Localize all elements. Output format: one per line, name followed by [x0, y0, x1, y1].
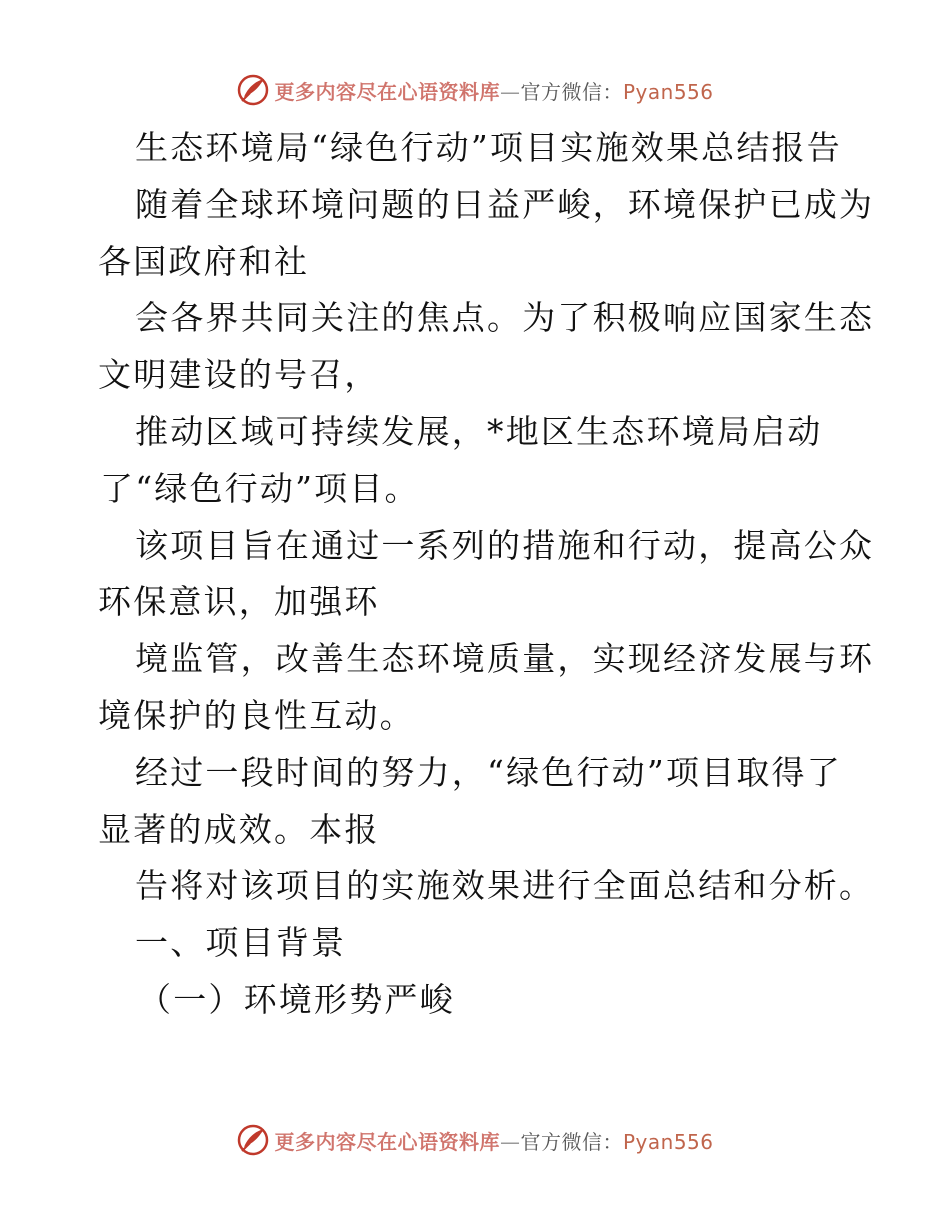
footer-banner [0, 1120, 950, 1160]
banner-wechat-label: 官方微信： [520, 79, 623, 104]
banner-wechat-id: Pyan556 [622, 79, 714, 104]
banner-title: 更多内容尽在心语资料库 [274, 79, 500, 104]
banner-title: 更多内容尽在心语资料库 [274, 1129, 500, 1154]
text-line: 文明建设的号召， [98, 355, 380, 395]
quill-logo-icon [236, 1123, 270, 1157]
document-body [98, 120, 875, 1029]
text-line: 会各界共同关注的焦点。为了积极响应国家生态 [135, 298, 875, 338]
subsection-heading: （一）环境形势严峻 [138, 979, 455, 1019]
text-line: 境保护的良性互动。 [98, 695, 415, 735]
banner-wechat-id: Pyan556 [622, 1129, 714, 1154]
text-line: 该项目旨在通过一系列的措施和行动，提高公众 [135, 525, 875, 565]
section-heading: 一、项目背景 [135, 923, 347, 963]
text-line: 经过一段时间的努力，“绿色行动”项目取得了 [135, 752, 842, 792]
text-line: 境监管，改善生态环境质量，实现经济发展与环 [135, 639, 875, 679]
text-line: 了“绿色行动”项目。 [100, 468, 420, 508]
header-banner [0, 70, 950, 110]
quill-logo-icon [236, 73, 270, 107]
text-line: 显著的成效。本报 [98, 809, 380, 849]
text-line: 告将对该项目的实施效果进行全面总结和分析。 [135, 866, 875, 906]
text-line: 随着全球环境问题的日益严峻，环境保护已成为 [135, 184, 875, 224]
text-line: 各国政府和社 [98, 241, 310, 281]
text-line: 环保意识，加强环 [98, 582, 380, 622]
document-title: 生态环境局“绿色行动”项目实施效果总结报告 [135, 128, 842, 167]
banner-separator: — [499, 1129, 521, 1154]
banner-separator: — [499, 79, 521, 104]
text-line: 推动区域可持续发展，*地区生态环境局启动 [135, 411, 823, 451]
banner-wechat-label: 官方微信： [520, 1129, 623, 1154]
